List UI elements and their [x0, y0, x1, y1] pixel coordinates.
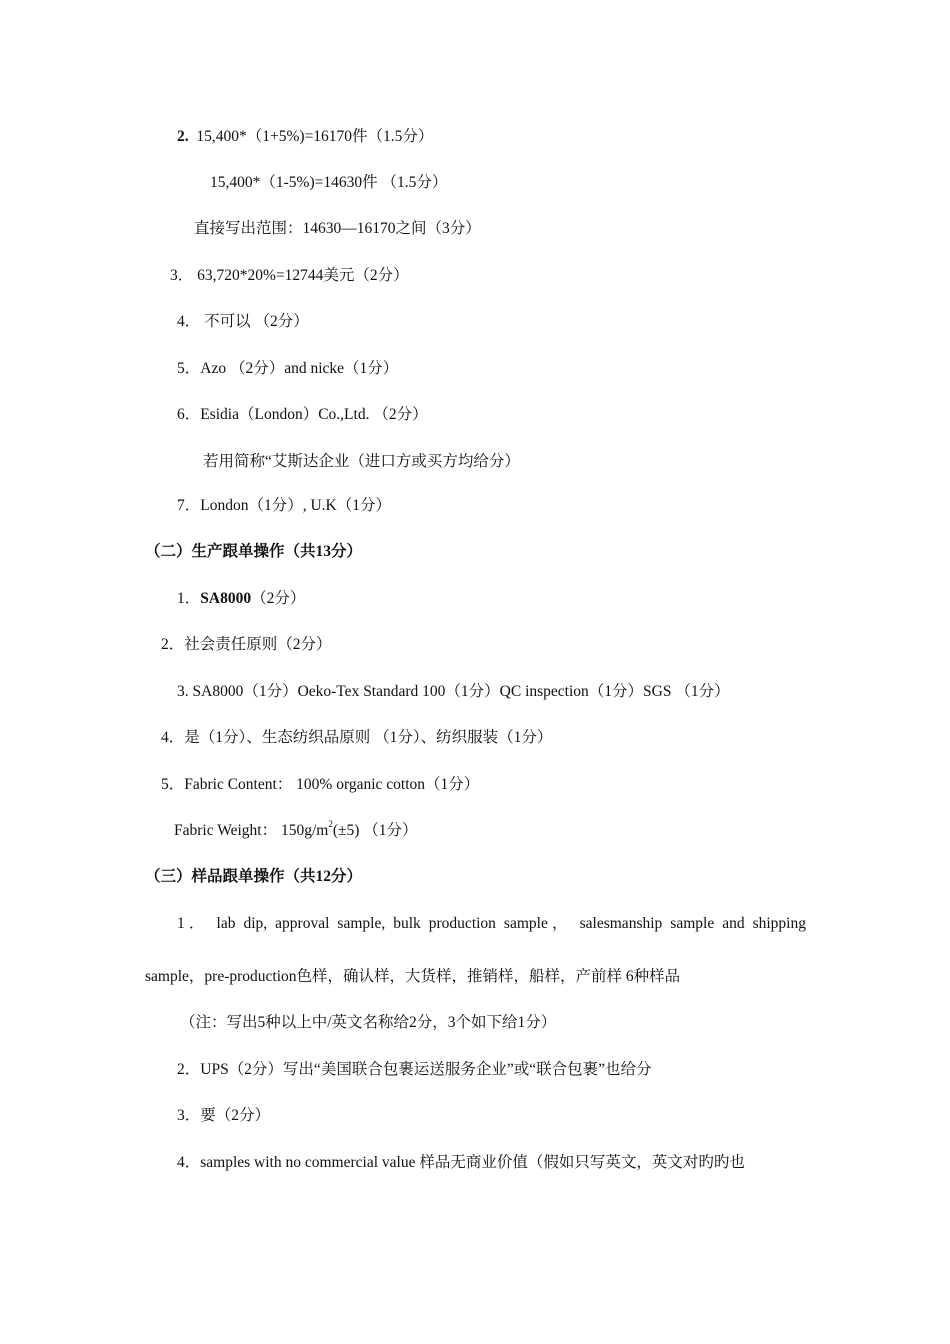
answer-5: 5．Azo （2分）and nicke（1分）	[177, 360, 399, 377]
section-2-answer-2: 2．社会责任原则（2分）	[161, 636, 332, 653]
answer-2-line-2: 15,400*（1-5%)=14630件 （1.5分）	[210, 174, 448, 191]
fabric-weight-superscript: 2	[328, 818, 333, 829]
section-3-answer-1-note: （注：写出5种以上中/英文名称给2分，3个如下给1分）	[180, 1014, 557, 1031]
section-3-answer-3: 3．要（2分）	[177, 1107, 271, 1124]
answer-6-note: 若用简称“艾斯达企业（进口方或买方均给分）	[203, 453, 520, 470]
section-2-answer-1-number: 1．	[177, 590, 201, 607]
answer-2-range: 直接写出范围：14630—16170之间（3分）	[194, 220, 481, 237]
section-2-answer-1-bold: SA8000	[200, 590, 252, 607]
answer-6: 6．Esidia（London）Co.,Ltd. （2分）	[177, 406, 428, 423]
section-3-answer-4: 4．samples with no commercial value 样品无商业价值（假如只写英文，英文对旳旳也	[177, 1154, 745, 1171]
section-2-answer-5-weight	[174, 818, 418, 841]
answer-2-line-1	[177, 127, 433, 147]
section-2-answer-5: 5．Fabric Content： 100% organic cotton（1分）	[161, 776, 480, 793]
section-2-answer-1	[177, 589, 305, 609]
section-3-answer-1: 1． lab dip, approval sample, bulk production sample， salesmanship sample and shipping	[177, 915, 806, 932]
section-3-heading: （三）样品跟单操作（共12分）	[145, 868, 363, 885]
fabric-weight-tolerance: (±5) （1分）	[332, 822, 418, 839]
answer-3: 3． 63,720*20%=12744美元（2分）	[170, 267, 409, 284]
section-2-answer-3: 3. SA8000（1分）Oeko-Tex Standard 100（1分）QC inspection（1分）SGS （1分）	[177, 683, 730, 700]
section-2-answer-1-score: （2分）	[251, 590, 306, 607]
section-2-answer-4: 4．是（1分）、生态纺织品原则 （1分）、纺织服装（1分）	[161, 729, 553, 746]
section-3-answer-2: 2．UPS（2分）写出“美国联合包裹运送服务企业”或“联合包裹”也给分	[177, 1061, 652, 1078]
answer-2-number: 2.	[177, 128, 189, 145]
answer-2-text: 15,400*（1+5%)=16170件（1.5分）	[196, 128, 434, 145]
section-3-answer-1-continued: sample，pre-production色样，确认样，大货样，推销样，船样，产前样 6种样品	[145, 968, 681, 985]
answer-4: 4． 不可以 （2分）	[177, 313, 309, 330]
answer-7: 7．London（1分）, U.K（1分）	[177, 497, 391, 514]
fabric-weight-text: Fabric Weight： 150g/m	[174, 822, 329, 839]
section-2-heading: （二）生产跟单操作（共13分）	[145, 543, 363, 560]
